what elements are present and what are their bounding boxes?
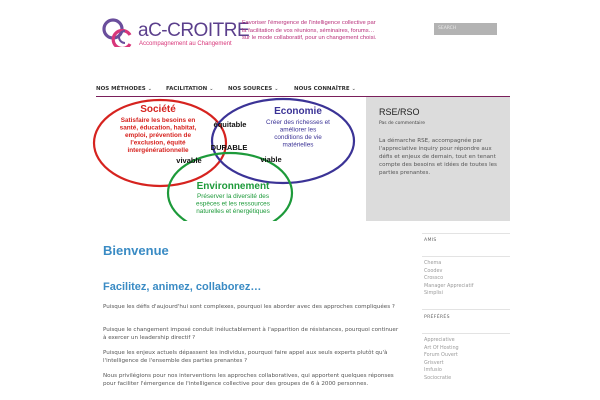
sidebar-link[interactable]: Forum Ouvert [424,352,458,359]
nav-item-nos-methodes[interactable] [96,86,152,92]
sidebar-divider [422,256,510,257]
environnement-text-line: espèces et les ressources [196,200,270,208]
nav-item-nous-connaitre[interactable] [294,86,356,92]
nav-item-facilitation[interactable] [166,86,213,92]
featured-post-excerpt: La démarche RSE, accompagnée par l'appreciative inquiry pour répondre aux défis et enjeux de demain, tout en tenant compte des besoins et idées de toutes les parties prenantes. [379,138,497,176]
economie-title: Economie [274,106,322,117]
page-subtitle: Facilitez, animez, collaborez… [103,281,262,293]
main-nav [96,82,510,97]
chevron-down-icon: ⌄ [209,86,214,92]
nav-item-nos-sources[interactable] [228,86,278,92]
environnement-text-line: naturelles et énergétiques [196,208,270,215]
societe-text-line: Satisfaire les besoins en [120,117,196,124]
sidebar-heading-preferes: PRÉFÉRÉS [424,315,450,320]
site-header [0,0,600,82]
economie-text-line: améliorer les [279,126,317,134]
logo-text: aC-CROITRE [138,20,250,41]
logo-subtitle: Accompagnement au Changement [139,41,232,47]
comment-count[interactable]: Pas de commentaire [379,121,426,126]
societe-text-line: l'exclusion, équité [130,139,186,147]
societe-title: Société [140,104,176,115]
societe-text-line: intergénérationnelle [127,147,189,154]
sidebar-link[interactable]: Coodev [424,267,443,274]
sidebar-list-amis [424,260,474,298]
chevron-down-icon: ⌄ [147,86,152,92]
durable-label: DURABLE [210,143,248,152]
featured-post-title[interactable]: RSE/RSO [379,107,420,117]
chevron-down-icon: ⌄ [274,86,279,92]
sidebar-link[interactable]: Simplisi [424,290,443,297]
content-paragraph: Puisque les enjeux actuels dépassent les individus, pourquoi faire appel aux seuls experts plutôt qu'à l'intelligence de l'ensemble des parties prenantes ? [103,350,388,365]
vivable-label: vivable [176,156,202,165]
societe-text-line: santé, éducation, habitat, [119,124,197,132]
viable-label: viable [260,155,282,164]
sidebar-link[interactable]: Art Of Hosting [424,344,459,351]
nav-item-label: NOS MÉTHODES [96,86,146,92]
venn-diagram [88,97,365,221]
content-paragraph: Puisque le changement imposé conduit inéluctablement à l'apparition de résistances, pourquoi continuer à exercer un leadership directif ? [103,327,399,342]
economie-text-line: matérielles [282,141,314,149]
economie-text-line: conditions de vie [274,134,322,141]
nav-item-label: FACILITATION [166,86,208,92]
sidebar-divider [422,309,510,310]
site-logo[interactable] [102,17,250,51]
sidebar-link[interactable]: Crossco [424,275,444,282]
sidebar-link[interactable]: Chema [424,260,442,266]
featured-post-panel[interactable] [366,97,510,221]
nav-item-label: NOS SOURCES [228,86,273,92]
logo-mark-icon [102,17,132,47]
equitable-label: équitable [213,120,247,129]
content-paragraph: Puisque les défis d'aujourd'hui sont complexes, pourquoi les aborder avec des approches compliquées ? [103,304,395,310]
chevron-down-icon: ⌄ [351,86,356,92]
page-title: Bienvenue [103,243,169,258]
environnement-text-line: Préserver la diversité des [196,193,270,200]
sidebar-link[interactable]: Appreciative [424,337,455,343]
sidebar-heading-amis: AMIS [424,238,437,243]
site-tagline: Favoriser l'émergence de l'intelligence collective par la facilitation de vos réunions, séminaires, forums… sur le mode collaboratif, pour un changement choisi. [242,20,377,42]
sidebar-link[interactable]: Manager Appreciatif [424,282,474,289]
content-paragraph: Nous privilégions pour nos interventions les approches collaboratives, qui apportent quelques réponses pour faciliter l'émergence de l'intelligence collective pour des groupes de 6 à 2000 personnes. [103,373,394,388]
sidebar-link[interactable]: Grisvert [424,359,444,366]
sidebar-link[interactable]: Imfusio [424,367,442,374]
economie-text-line: Créer des richesses et [266,119,330,126]
search-input[interactable]: SEARCH [434,23,497,35]
sidebar-link[interactable]: Sociocratie [424,374,452,381]
sidebar-divider [422,233,510,234]
environnement-title: Environnement [196,181,270,192]
sidebar-divider [422,333,510,334]
hero-venn-diagram[interactable] [88,97,365,221]
societe-text-line: emploi, prévention de [124,132,192,139]
sidebar-list-preferes [424,337,459,383]
nav-item-label: NOUS CONNAÎTRE [294,86,350,92]
